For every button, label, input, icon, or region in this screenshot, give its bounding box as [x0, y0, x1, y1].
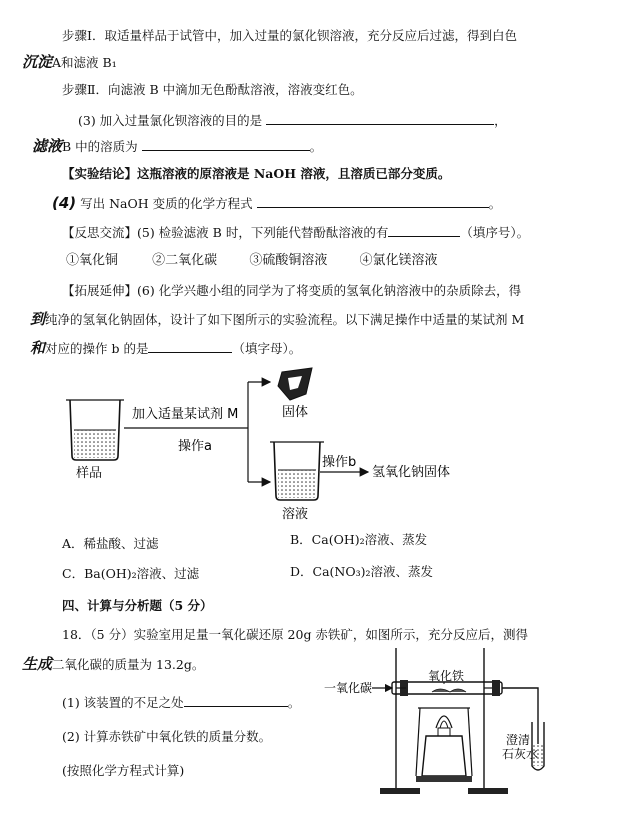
product-label: 氢氧化钠固体: [372, 465, 451, 480]
q6-line3: [30, 340, 301, 357]
conclusion-text: 【实验结论】这瓶溶液的原溶液是 NaOH 溶液，且溶质已部分变质。: [62, 166, 451, 181]
handwritten-word: 和: [30, 339, 46, 357]
choice-b: B．Ca(OH)₂溶液、蒸发: [290, 532, 428, 547]
step2-text: 步骤Ⅱ．向滤液 B 中滴加无色酚酞溶液，溶液变红色。: [62, 82, 363, 97]
q5-options: [66, 253, 437, 269]
choice-d: D．Ca(NO₃)₂溶液、蒸发: [290, 564, 433, 579]
choice-a: A．稀盐酸、过滤: [62, 536, 159, 551]
alcohol-burner-icon: [416, 716, 472, 782]
iron-oxide-powder: [432, 689, 466, 692]
solution-beaker-icon: [270, 442, 324, 500]
q5-option: ①氧化铜: [66, 253, 119, 268]
q3-solute-blank[interactable]: [142, 138, 310, 151]
q18-line2: [22, 656, 204, 673]
co-label: 一氧化碳: [324, 681, 373, 695]
q4-blank[interactable]: [257, 195, 489, 208]
q18-part1: (1) 该装置的不足之处 。: [62, 695, 301, 710]
q5-blank[interactable]: [388, 224, 460, 237]
sample-beaker-icon: [66, 400, 124, 460]
limewater-label-1: 澄清: [506, 733, 531, 747]
q5-suffix: （填序号）。: [460, 225, 530, 240]
handwritten-word: 到: [30, 310, 46, 328]
q5-option: ③硫酸铜溶液: [249, 253, 328, 268]
limewater-label-2: 石灰水: [502, 747, 539, 761]
handwritten-word: 滤液: [32, 137, 63, 155]
q18-line1: 18．（5 分）实验室用足量一氧化碳还原 20g 赤铁矿，如图所示，充分反应后，测得: [62, 627, 528, 642]
handwritten-word: 沉淀: [22, 53, 53, 71]
stand-base-left: [380, 788, 420, 794]
q6-line2-text: 纯净的氢氧化钠固体，设计了如下图所示的实验流程。以下满足操作中适量的某试剂 M: [45, 312, 525, 327]
tripod-leg: [416, 708, 420, 776]
q4-text: 写出 NaOH 变质的化学方程式: [80, 196, 253, 211]
step1-line2-text: A和滤液 B₁: [52, 55, 117, 70]
section-heading: 四、计算与分析题（5 分）: [62, 598, 213, 613]
reagent-label: 加入适量某试剂 M: [132, 407, 239, 422]
q6-line1: 【拓展延伸】(6) 化学兴趣小组的同学为了将变质的氢氧化钠溶液中的杂质除去，得: [62, 283, 522, 298]
solid-label: 固体: [282, 405, 309, 420]
q3-blank[interactable]: [266, 112, 494, 125]
q5-option: ②二氧化碳: [152, 253, 218, 268]
q6-blank[interactable]: [148, 340, 232, 353]
q4-line: (4) 写出 NaOH 变质的化学方程式 。: [52, 194, 502, 212]
q6-line3-text: 对应的操作 b 的是: [45, 341, 149, 356]
tripod-leg: [468, 708, 472, 776]
fe2o3-label: 氧化铁: [428, 669, 465, 683]
q6-suffix: （填字母）。: [232, 341, 302, 356]
q18-line2-text: 二氧化碳的质量为 13.2g。: [52, 657, 205, 672]
q5-line: [62, 224, 529, 241]
q18-note: (按照化学方程式计算): [62, 763, 185, 778]
q3-line2-text: B 中的溶质为: [62, 139, 138, 154]
choice-c: C．Ba(OH)₂溶液、过滤: [62, 566, 200, 581]
operation-b-label: 操作b: [322, 455, 357, 470]
stand-base-right: [468, 788, 508, 794]
step1-line1: 步骤Ⅰ．取适量样品于试管中，加入过量的氯化钡溶液，充分反应后过滤，得到白色: [62, 28, 517, 43]
q6-line2: [30, 311, 524, 328]
q18-part1-text: (1) 该装置的不足之处: [62, 695, 184, 710]
q18-part2: (2) 计算赤铁矿中氧化铁的质量分数。: [62, 729, 272, 744]
step1-line2: [22, 54, 117, 71]
sample-label: 样品: [76, 466, 103, 481]
q3-line: (3) 加入过量氯化钡溶液的目的是 ，: [78, 113, 507, 128]
q5-option: ④氯化镁溶液: [359, 253, 438, 268]
flow-diagram: [0, 360, 630, 530]
operation-a-label: 操作a: [178, 439, 212, 454]
handwritten-word: (4): [52, 194, 77, 212]
q3-line2: 滤液B 中的溶质为 。: [32, 137, 323, 155]
stopper-right: [492, 680, 500, 696]
co-reduction-apparatus: [320, 648, 620, 816]
q5-text: 【反思交流】(5) 检验滤液 B 时，下列能代替酚酞溶液的有: [62, 225, 389, 240]
solution-label: 溶液: [282, 507, 309, 522]
q3-text: (3) 加入过量氯化钡溶液的目的是: [78, 113, 263, 128]
handwritten-word: 生成: [22, 655, 53, 673]
q18-part1-blank[interactable]: [184, 694, 288, 707]
